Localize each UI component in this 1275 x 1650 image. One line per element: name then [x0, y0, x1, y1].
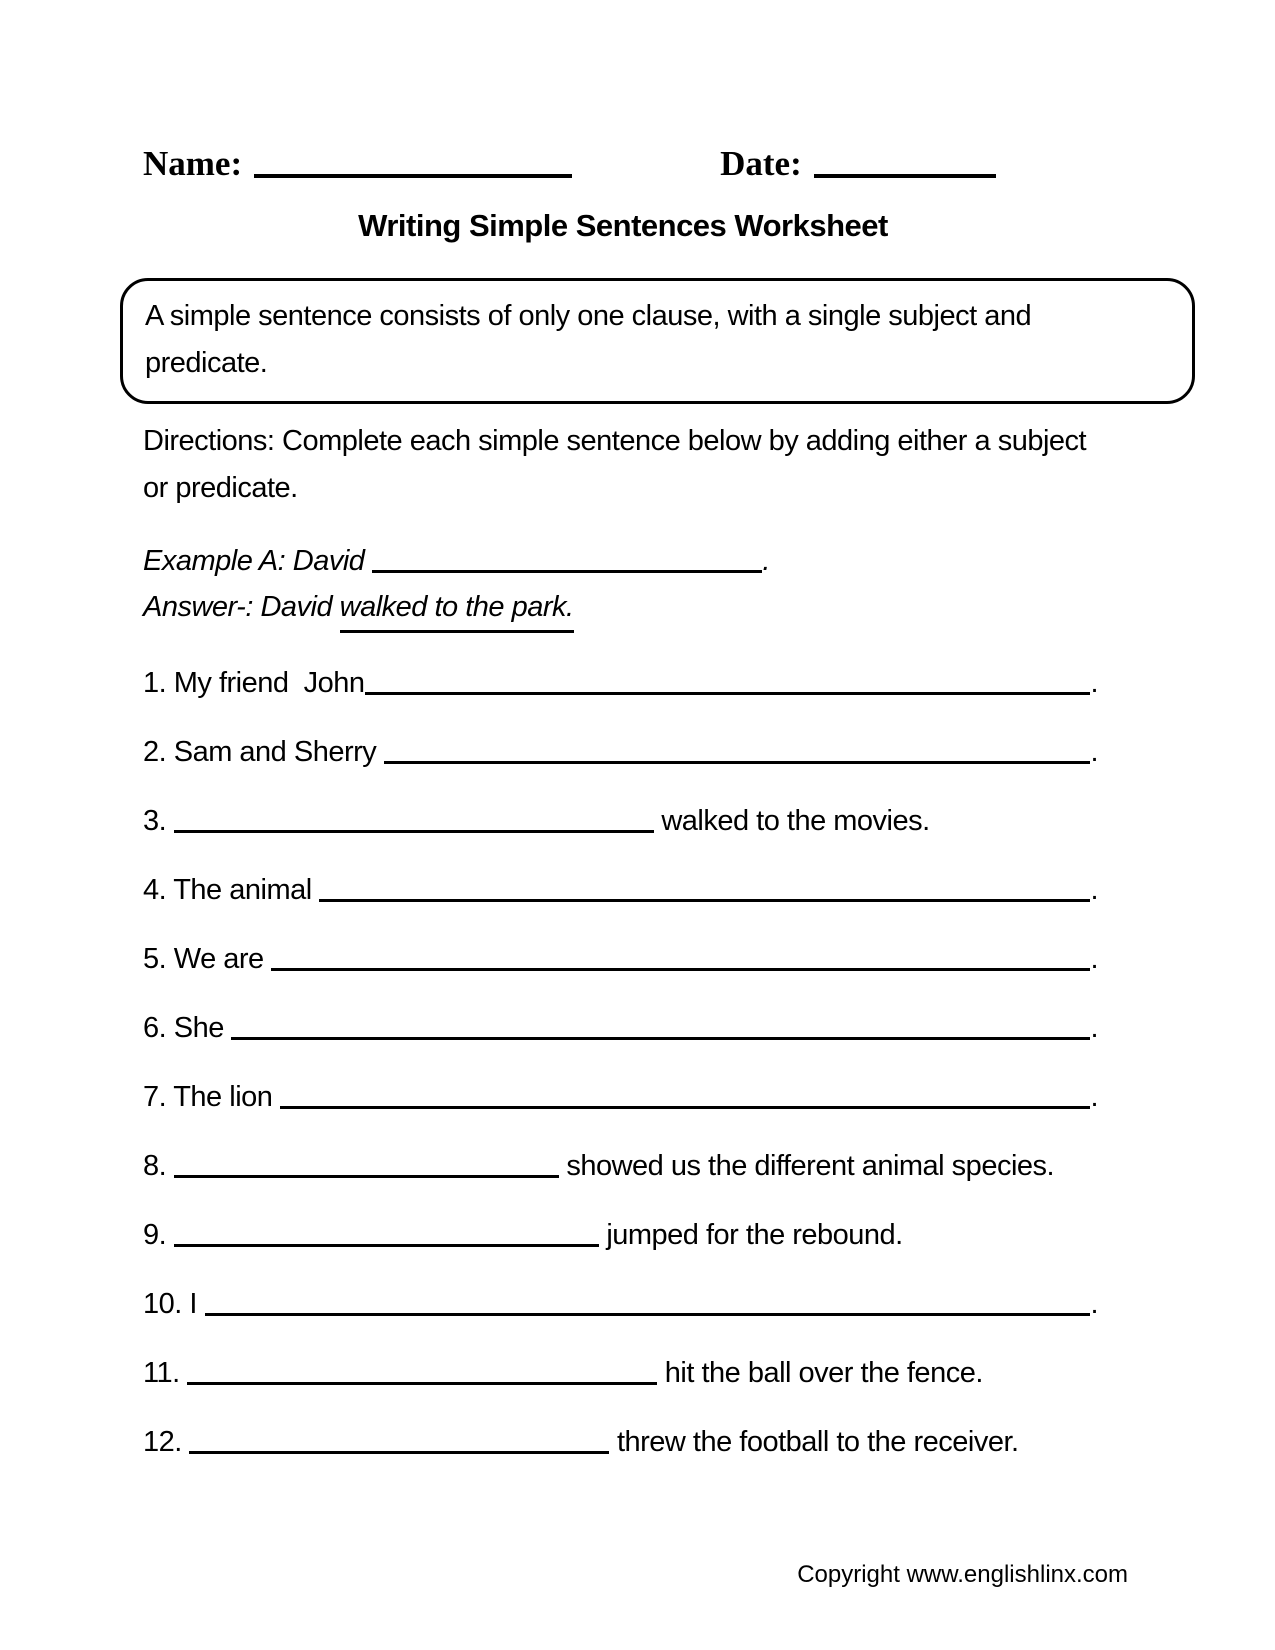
question-text-after: . — [1090, 943, 1098, 975]
footer — [143, 1561, 1128, 1589]
date-label: Date: — [720, 144, 802, 183]
question-text-after: . — [1090, 736, 1098, 768]
question-row-1 — [143, 663, 1098, 698]
example-answer-underlined: walked to the park. — [340, 584, 574, 633]
answer-blank[interactable] — [189, 1425, 609, 1454]
answer-blank[interactable] — [174, 1218, 599, 1247]
answer-blank[interactable] — [231, 1011, 1090, 1040]
answer-blank[interactable] — [271, 942, 1090, 971]
answer-blank[interactable] — [280, 1080, 1090, 1109]
answer-blank[interactable] — [319, 873, 1090, 902]
directions-text: Directions: Complete each simple sentence below by adding either a subject or predicate. — [143, 425, 1094, 504]
date-input-line[interactable] — [814, 143, 996, 178]
question-text: 4. The animal — [143, 874, 320, 906]
question-text: 2. Sam and Sherry — [143, 736, 384, 768]
question-row-2 — [143, 732, 1098, 767]
answer-blank[interactable] — [174, 1149, 559, 1178]
question-text: 3. — [143, 805, 174, 837]
example-answer-text: Answer-: David — [143, 591, 340, 623]
question-row-4 — [143, 870, 1098, 905]
question-row-3 — [143, 801, 1098, 836]
example-answer-blank[interactable] — [372, 544, 762, 573]
definition-box — [120, 278, 1195, 404]
question-row-11 — [143, 1353, 1098, 1388]
question-text-after: jumped for the rebound. — [598, 1219, 903, 1251]
question-text: 5. We are — [143, 943, 272, 975]
answer-blank[interactable] — [187, 1356, 657, 1385]
answer-blank[interactable] — [384, 735, 1091, 764]
question-row-9 — [143, 1215, 1098, 1250]
question-row-7 — [143, 1077, 1098, 1112]
question-row-12 — [143, 1422, 1098, 1457]
question-text-after: . — [1090, 1081, 1098, 1113]
question-text-after: showed us the different animal species. — [558, 1150, 1055, 1182]
question-text: 1. My friend John — [143, 667, 365, 699]
answer-blank[interactable] — [174, 804, 654, 833]
question-text-after: threw the football to the receiver. — [609, 1426, 1019, 1458]
question-text-after: hit the ball over the fence. — [657, 1357, 983, 1389]
question-text: 10. I — [143, 1288, 205, 1320]
question-text-after: walked to the movies. — [653, 805, 930, 837]
question-text-after: . — [1090, 667, 1098, 699]
question-text: 11. — [143, 1357, 188, 1389]
question-text: 7. The lion — [143, 1081, 280, 1113]
example-answer-line — [143, 584, 1275, 633]
question-row-8 — [143, 1146, 1098, 1181]
question-row-6 — [143, 1008, 1098, 1043]
page-title: Writing Simple Sentences Worksheet — [358, 208, 888, 243]
question-row-10 — [143, 1284, 1098, 1319]
example-prompt-line — [143, 538, 1275, 584]
example-prompt-text: Example A: David — [143, 545, 365, 577]
answer-blank[interactable] — [205, 1287, 1091, 1316]
question-text: 12. — [143, 1426, 190, 1458]
definition-text: A simple sentence consists of only one clause, with a single subject and predicate. — [145, 300, 1032, 379]
answer-blank[interactable] — [365, 666, 1091, 695]
question-text-after: . — [1090, 874, 1098, 906]
question-text: 6. She — [143, 1012, 232, 1044]
question-text: 8. — [143, 1150, 174, 1182]
questions-list — [143, 663, 1098, 1457]
question-text-after: . — [1090, 1012, 1098, 1044]
question-text-after: . — [1090, 1288, 1098, 1320]
question-text: 9. — [143, 1219, 174, 1251]
copyright-text: Copyright www.englishlinx.com — [797, 1561, 1128, 1588]
header-row — [143, 140, 1153, 184]
question-row-5 — [143, 939, 1098, 974]
name-input-line[interactable] — [254, 143, 572, 178]
example-block — [143, 538, 1275, 633]
example-prompt-period: . — [762, 545, 770, 577]
name-label: Name: — [143, 144, 243, 183]
